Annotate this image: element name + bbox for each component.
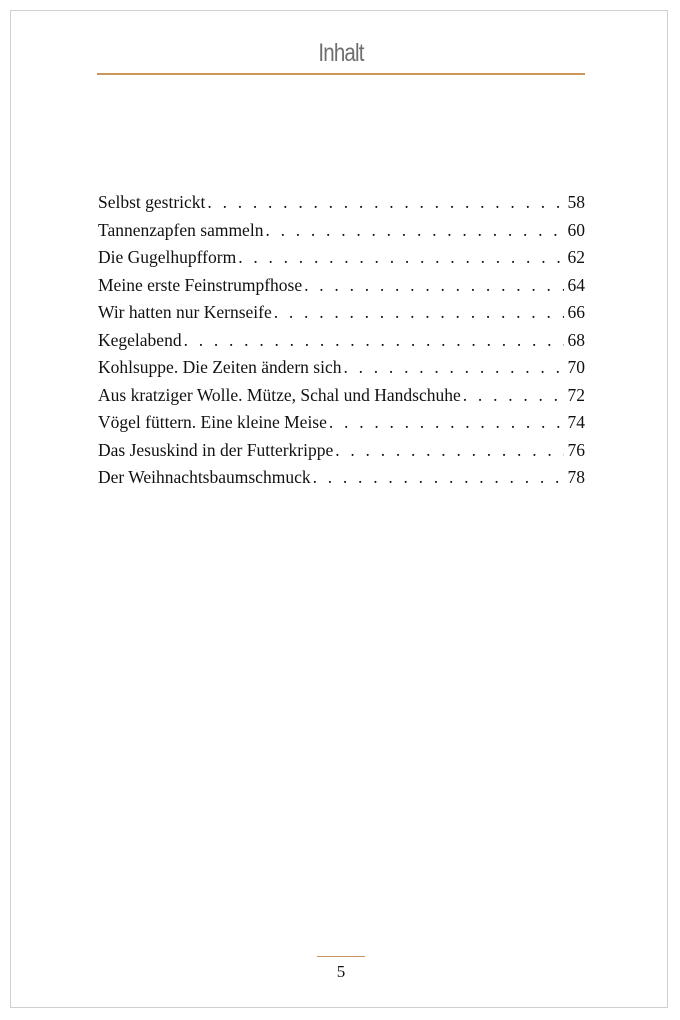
toc-entry-title: Das Jesuskind in der Futterkrippe (98, 439, 334, 460)
toc-entry-title: Meine erste Feinstrumpfhose (98, 274, 303, 295)
toc-entry-title: Wir hatten nur Kernseife (98, 302, 272, 322)
toc-entry (98, 412, 585, 440)
toc-entry (98, 467, 585, 495)
toc-entry-title: Kohlsuppe. Die Zeiten ändern sich (98, 357, 342, 377)
toc-entry-page: 68 (567, 329, 585, 350)
toc-entry (98, 247, 585, 275)
page-number-rule (317, 956, 365, 957)
toc-entry (98, 275, 585, 303)
toc-entry (98, 302, 585, 330)
toc-entry (98, 440, 585, 468)
toc-entry-page: 70 (567, 357, 585, 377)
toc-leader-dots (335, 440, 563, 461)
toc-leader-dots (304, 275, 563, 296)
toc-leader-dots (184, 330, 564, 351)
toc-entry (98, 220, 585, 248)
toc-leader-dots (343, 357, 563, 378)
toc-entry-title: Die Gugelhupfform (98, 247, 237, 267)
table-of-contents (98, 192, 585, 495)
toc-leader-dots (463, 385, 564, 406)
toc-entry-title: Aus kratziger Wolle. Mütze, Schal und Handschuhe (98, 384, 461, 405)
toc-leader-dots (313, 467, 564, 488)
toc-entry-page: 66 (567, 302, 585, 322)
toc-entry-page: 58 (567, 192, 585, 212)
book-page (10, 10, 668, 1008)
toc-entry-title: Kegelabend (98, 329, 182, 350)
toc-entry (98, 385, 585, 413)
toc-entry-page: 74 (567, 412, 585, 432)
toc-leader-dots (274, 302, 564, 323)
toc-entry-page: 60 (567, 219, 585, 240)
toc-entry-page: 62 (567, 247, 585, 267)
toc-leader-dots (207, 192, 563, 213)
page-heading: Inhalt (318, 39, 364, 67)
toc-entry-page: 64 (567, 274, 585, 295)
toc-entry-page: 78 (567, 467, 585, 487)
toc-entry-title: Selbst gestrickt (98, 192, 206, 212)
toc-entry-title: Tannenzapfen sammeln (98, 219, 264, 240)
toc-leader-dots (238, 247, 563, 268)
toc-entry (98, 357, 585, 385)
toc-entry (98, 330, 585, 358)
toc-leader-dots (265, 220, 563, 241)
heading-underline (97, 73, 585, 75)
page-number: 5 (336, 962, 346, 981)
toc-entry-title: Vögel füttern. Eine kleine Meise (98, 412, 327, 432)
toc-entry-page: 76 (567, 439, 585, 460)
toc-entry-title: Der Weihnachtsbaumschmuck (98, 467, 311, 487)
toc-leader-dots (329, 412, 564, 433)
toc-entry (98, 192, 585, 220)
toc-entry-page: 72 (567, 384, 585, 405)
